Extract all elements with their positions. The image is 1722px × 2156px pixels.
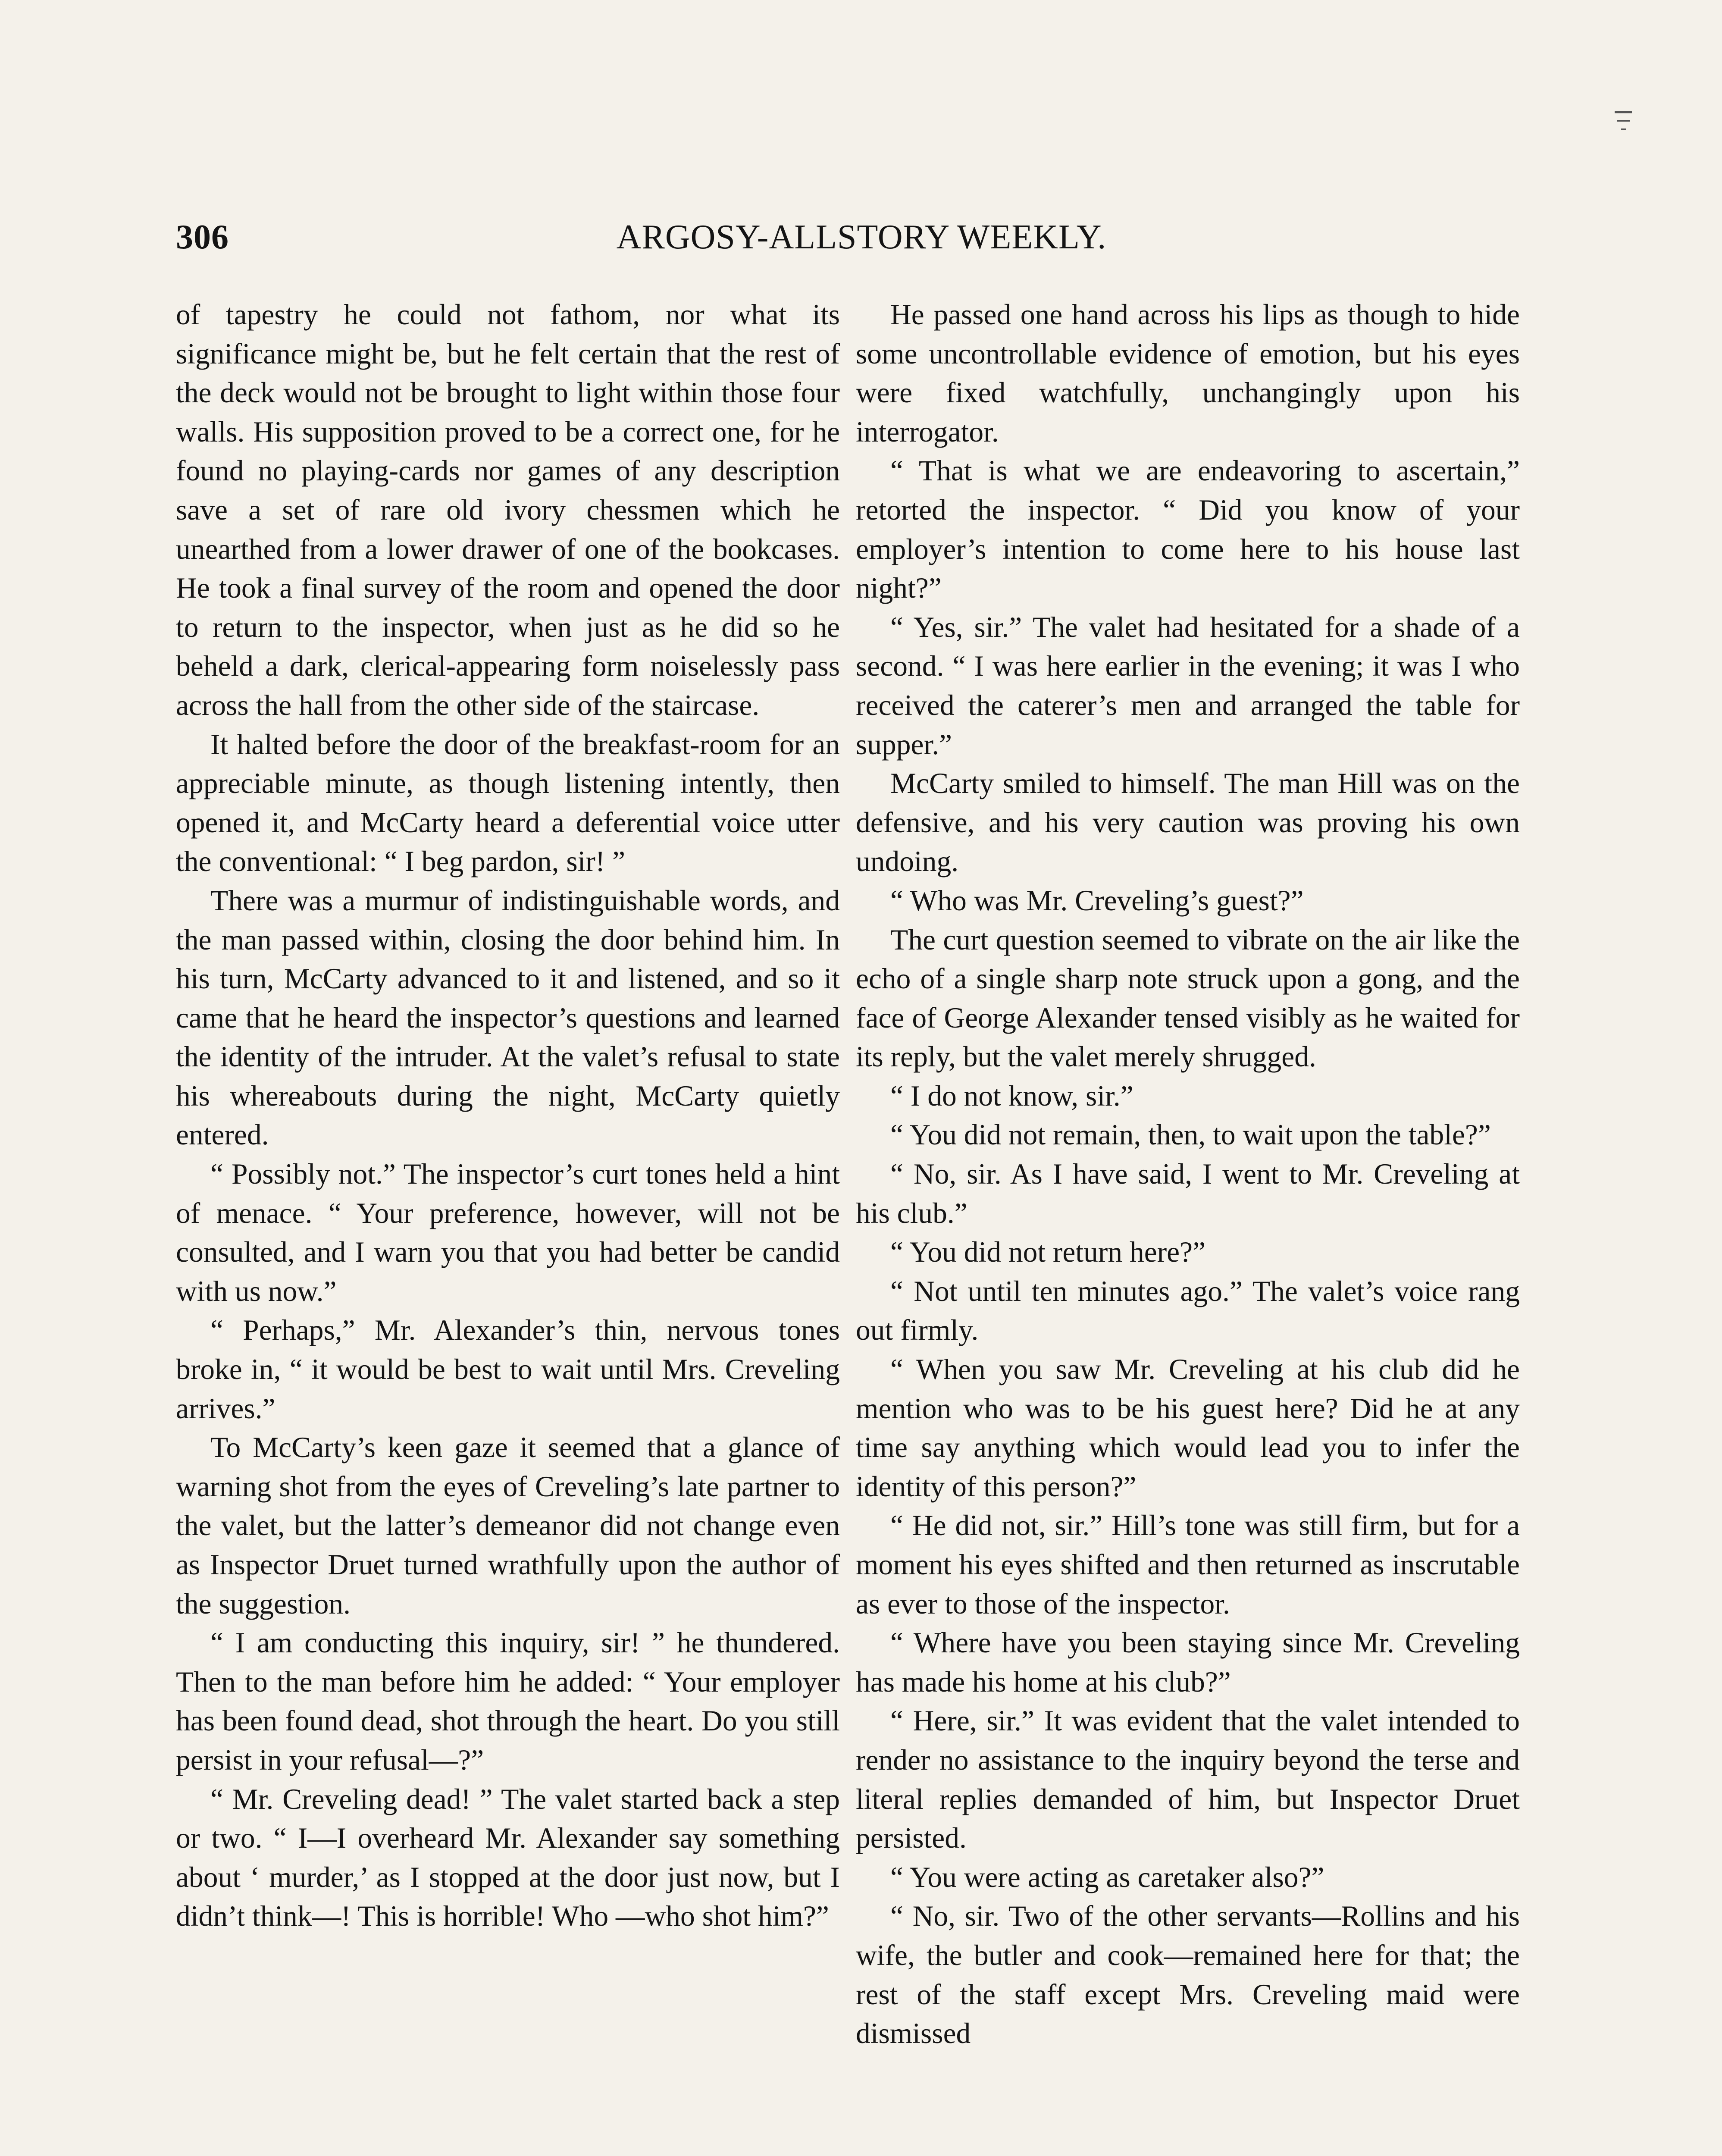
paragraph: “ You were acting as caretaker also?” xyxy=(890,1861,1324,1893)
paragraph: “ Yes, sir.” The valet had hesitated for a shade of a second. “ I was here earlier in the evening; it was I who received the caterer’s men and arranged the table for supper.” xyxy=(856,611,1520,761)
paragraph: He passed one hand across his lips as though to hide some uncontrollable evidence of emotion, but his eyes were fixed watchfully, unchangingly upon his interrogator. xyxy=(856,298,1520,448)
paragraph: “ Here, sir.” It was evident that the valet intended to render no assistance to the inquiry beyond the terse and literal replies demanded of him, but Inspector Druet persisted. xyxy=(856,1705,1520,1855)
paragraph: of tapestry he could not fathom, nor what its significance might be, but he felt certain that the rest of the deck would not be brought to light within those four walls. His supposition proved to be a correct one, for he found no playing-cards nor games of any description save a set of rare old ivory chessmen which he unearthed from a lower drawer of one of the bookcases. He took a final survey of the room and opened the door to return to the inspector, when just as he did so he beheld a dark, clerical-appearing form noiselessly pass across the hall from the other side of the staircase. xyxy=(176,298,840,721)
left-column xyxy=(176,295,840,1936)
page-number: 306 xyxy=(176,218,229,256)
paragraph: “ Not until ten minutes ago.” The valet’s voice rang out firmly. xyxy=(856,1275,1520,1347)
running-title: ARGOSY-ALLSTORY WEEKLY. xyxy=(616,218,1107,256)
paragraph: “ Possibly not.” The inspector’s curt tones held a hint of menace. “ Your preference, however, will not be consulted, and I warn you that you had better be candid with us now.” xyxy=(176,1158,840,1307)
paragraph: “ No, sir. As I have said, I went to Mr. Creveling at his club.” xyxy=(856,1158,1520,1229)
paragraph: “ Who was Mr. Creveling’s guest?” xyxy=(890,884,1304,917)
paragraph: “ Mr. Creveling dead! ” The valet started back a step or two. “ I—I overheard Mr. Alexander say something about ‘ murder,’ as I stopped at the door just now, but I didn’t think—! This is horrible! Who —who shot him?” xyxy=(176,1783,840,1933)
paragraph: “ He did not, sir.” Hill’s tone was still firm, but for a moment his eyes shifted and then returned as inscrutable as ever to those of the inspector. xyxy=(856,1509,1520,1620)
scan-mark xyxy=(1612,108,1634,142)
paragraph: “ Perhaps,” Mr. Alexander’s thin, nervous tones broke in, “ it would be best to wait until Mrs. Creveling arrives.” xyxy=(176,1314,840,1425)
paragraph: It halted before the door of the breakfast-room for an appreciable minute, as though listening intently, then opened it, and McCarty heard a deferential voice utter the conventional: “ I beg pardon, sir! ” xyxy=(176,728,840,878)
paragraph: “ You did not return here?” xyxy=(890,1236,1206,1269)
page-header xyxy=(176,218,1547,265)
paragraph: McCarty smiled to himself. The man Hill was on the defensive, and his very caution was proving his own undoing. xyxy=(856,767,1520,878)
paragraph: “ Where have you been staying since Mr. Creveling has made his home at his club?” xyxy=(856,1626,1520,1698)
paragraph: “ No, sir. Two of the other servants—Rollins and his wife, the butler and cook—remained here for that; the rest of the staff except Mrs. Creveling maid were dismissed xyxy=(856,1900,1520,2050)
paragraph: “ When you saw Mr. Creveling at his club did he mention who was to be his guest here? Did he at any time say anything which would lead you to infer the identity of this person?” xyxy=(856,1353,1520,1503)
paragraph: “ You did not remain, then, to wait upon the table?” xyxy=(890,1119,1491,1151)
paragraph: There was a murmur of indistinguishable words, and the man passed within, closing the door behind him. In his turn, McCarty advanced to it and listened, and so it came that he heard the inspector’s questions and learned the identity of the intruder. At the valet’s refusal to state his whereabouts during the night, McCarty quietly entered. xyxy=(176,884,840,1151)
paragraph: “ I do not know, sir.” xyxy=(890,1079,1133,1112)
paragraph: To McCarty’s keen gaze it seemed that a glance of warning shot from the eyes of Creveling’s late partner to the valet, but the latter’s demeanor did not change even as Inspector Druet turned wrathfully upon the author of the suggestion. xyxy=(176,1431,840,1620)
right-column xyxy=(856,295,1520,2053)
paragraph: “ That is what we are endeavoring to ascertain,” retorted the inspector. “ Did you know of your employer’s intention to come here to his house last night?” xyxy=(856,454,1520,605)
paragraph: The curt question seemed to vibrate on the air like the echo of a single sharp note struck upon a gong, and the face of George Alexander tensed visibly as he waited for its reply, but the valet merely shrugged. xyxy=(856,923,1520,1073)
paragraph: “ I am conducting this inquiry, sir! ” he thundered. Then to the man before him he added: “ Your employer has been found dead, shot through the heart. Do you still persist in your refusal—?” xyxy=(176,1626,840,1776)
